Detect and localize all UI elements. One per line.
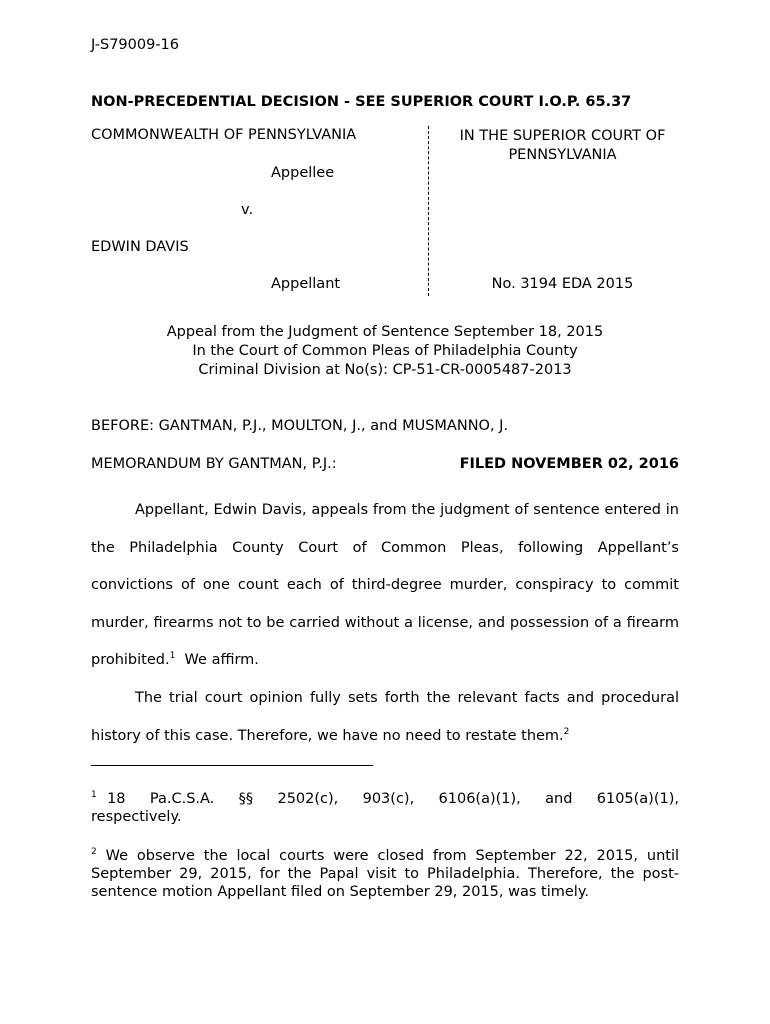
paragraph-2-text: The trial court opinion fully sets forth the relevant facts and procedural history of this case. Therefore, we have no need to restate them. [91,689,679,744]
footnote-1-marker: 1 [91,790,97,800]
court-name: IN THE SUPERIOR COURT OF PENNSYLVANIA [459,128,666,163]
opinion-body [91,492,679,755]
appeal-info [91,323,679,380]
paragraph-1-text: Appellant, Edwin Davis, appeals from the judgment of sentence entered in the Philadelphia County Court of Common Pleas, following Appellant’s convictions of one count each of third-degree murder, conspiracy to commit murder, firearms not to be carried without a license, and possession of a firearm prohibited. [91,502,679,669]
filed-date: FILED NOVEMBER 02, 2016 [459,456,679,472]
appellant-party: EDWIN DAVIS [91,239,189,255]
appeal-line-2: In the Court of Common Pleas of Philadelphia County [192,343,578,359]
appeal-line-3: Criminal Division at No(s): CP-51-CR-0005487-2013 [198,362,572,378]
docket-code: J-S79009-16 [91,37,180,53]
paragraph-1 [91,492,679,680]
footnote-ref-1[interactable]: 1 [169,651,176,662]
nonprecedential-heading: NON-PRECEDENTIAL DECISION - SEE SUPERIOR COURT I.O.P. 65.37 [91,94,632,110]
versus-label: v. [241,202,254,218]
caption-divider [428,126,429,296]
appeal-line-1: Appeal from the Judgment of Sentence September 18, 2015 [166,324,604,340]
footnote-2-marker: 2 [91,847,97,857]
appellee-role: Appellee [271,165,335,181]
footnote-ref-2[interactable]: 2 [563,726,570,737]
panel-before: BEFORE: GANTMAN, P.J., MOULTON, J., and MUSMANNO, J. [91,418,509,434]
footnote-2 [91,847,679,901]
footnote-separator [91,765,373,766]
memorandum-by: MEMORANDUM BY GANTMAN, P.J.: [91,456,337,472]
docket-number: No. 3194 EDA 2015 [491,276,634,292]
paragraph-2 [91,680,679,755]
footnote-1-text: 18 Pa.C.S.A. §§ 2502(c), 903(c), 6106(a)(1), and 6105(a)(1), respectively. [91,791,679,825]
appellee-party: COMMONWEALTH OF PENNSYLVANIA [91,127,357,143]
footnote-2-text: We observe the local courts were closed from September 22, 2015, until September 29, 2015, for the Papal visit to Philadelphia. Therefore, the post-sentence motion Appellant filed on September 29, 2015, was timely. [91,848,680,900]
paragraph-1-end: We affirm. [175,652,259,669]
footnote-1 [91,790,679,826]
appellant-role: Appellant [271,276,341,292]
